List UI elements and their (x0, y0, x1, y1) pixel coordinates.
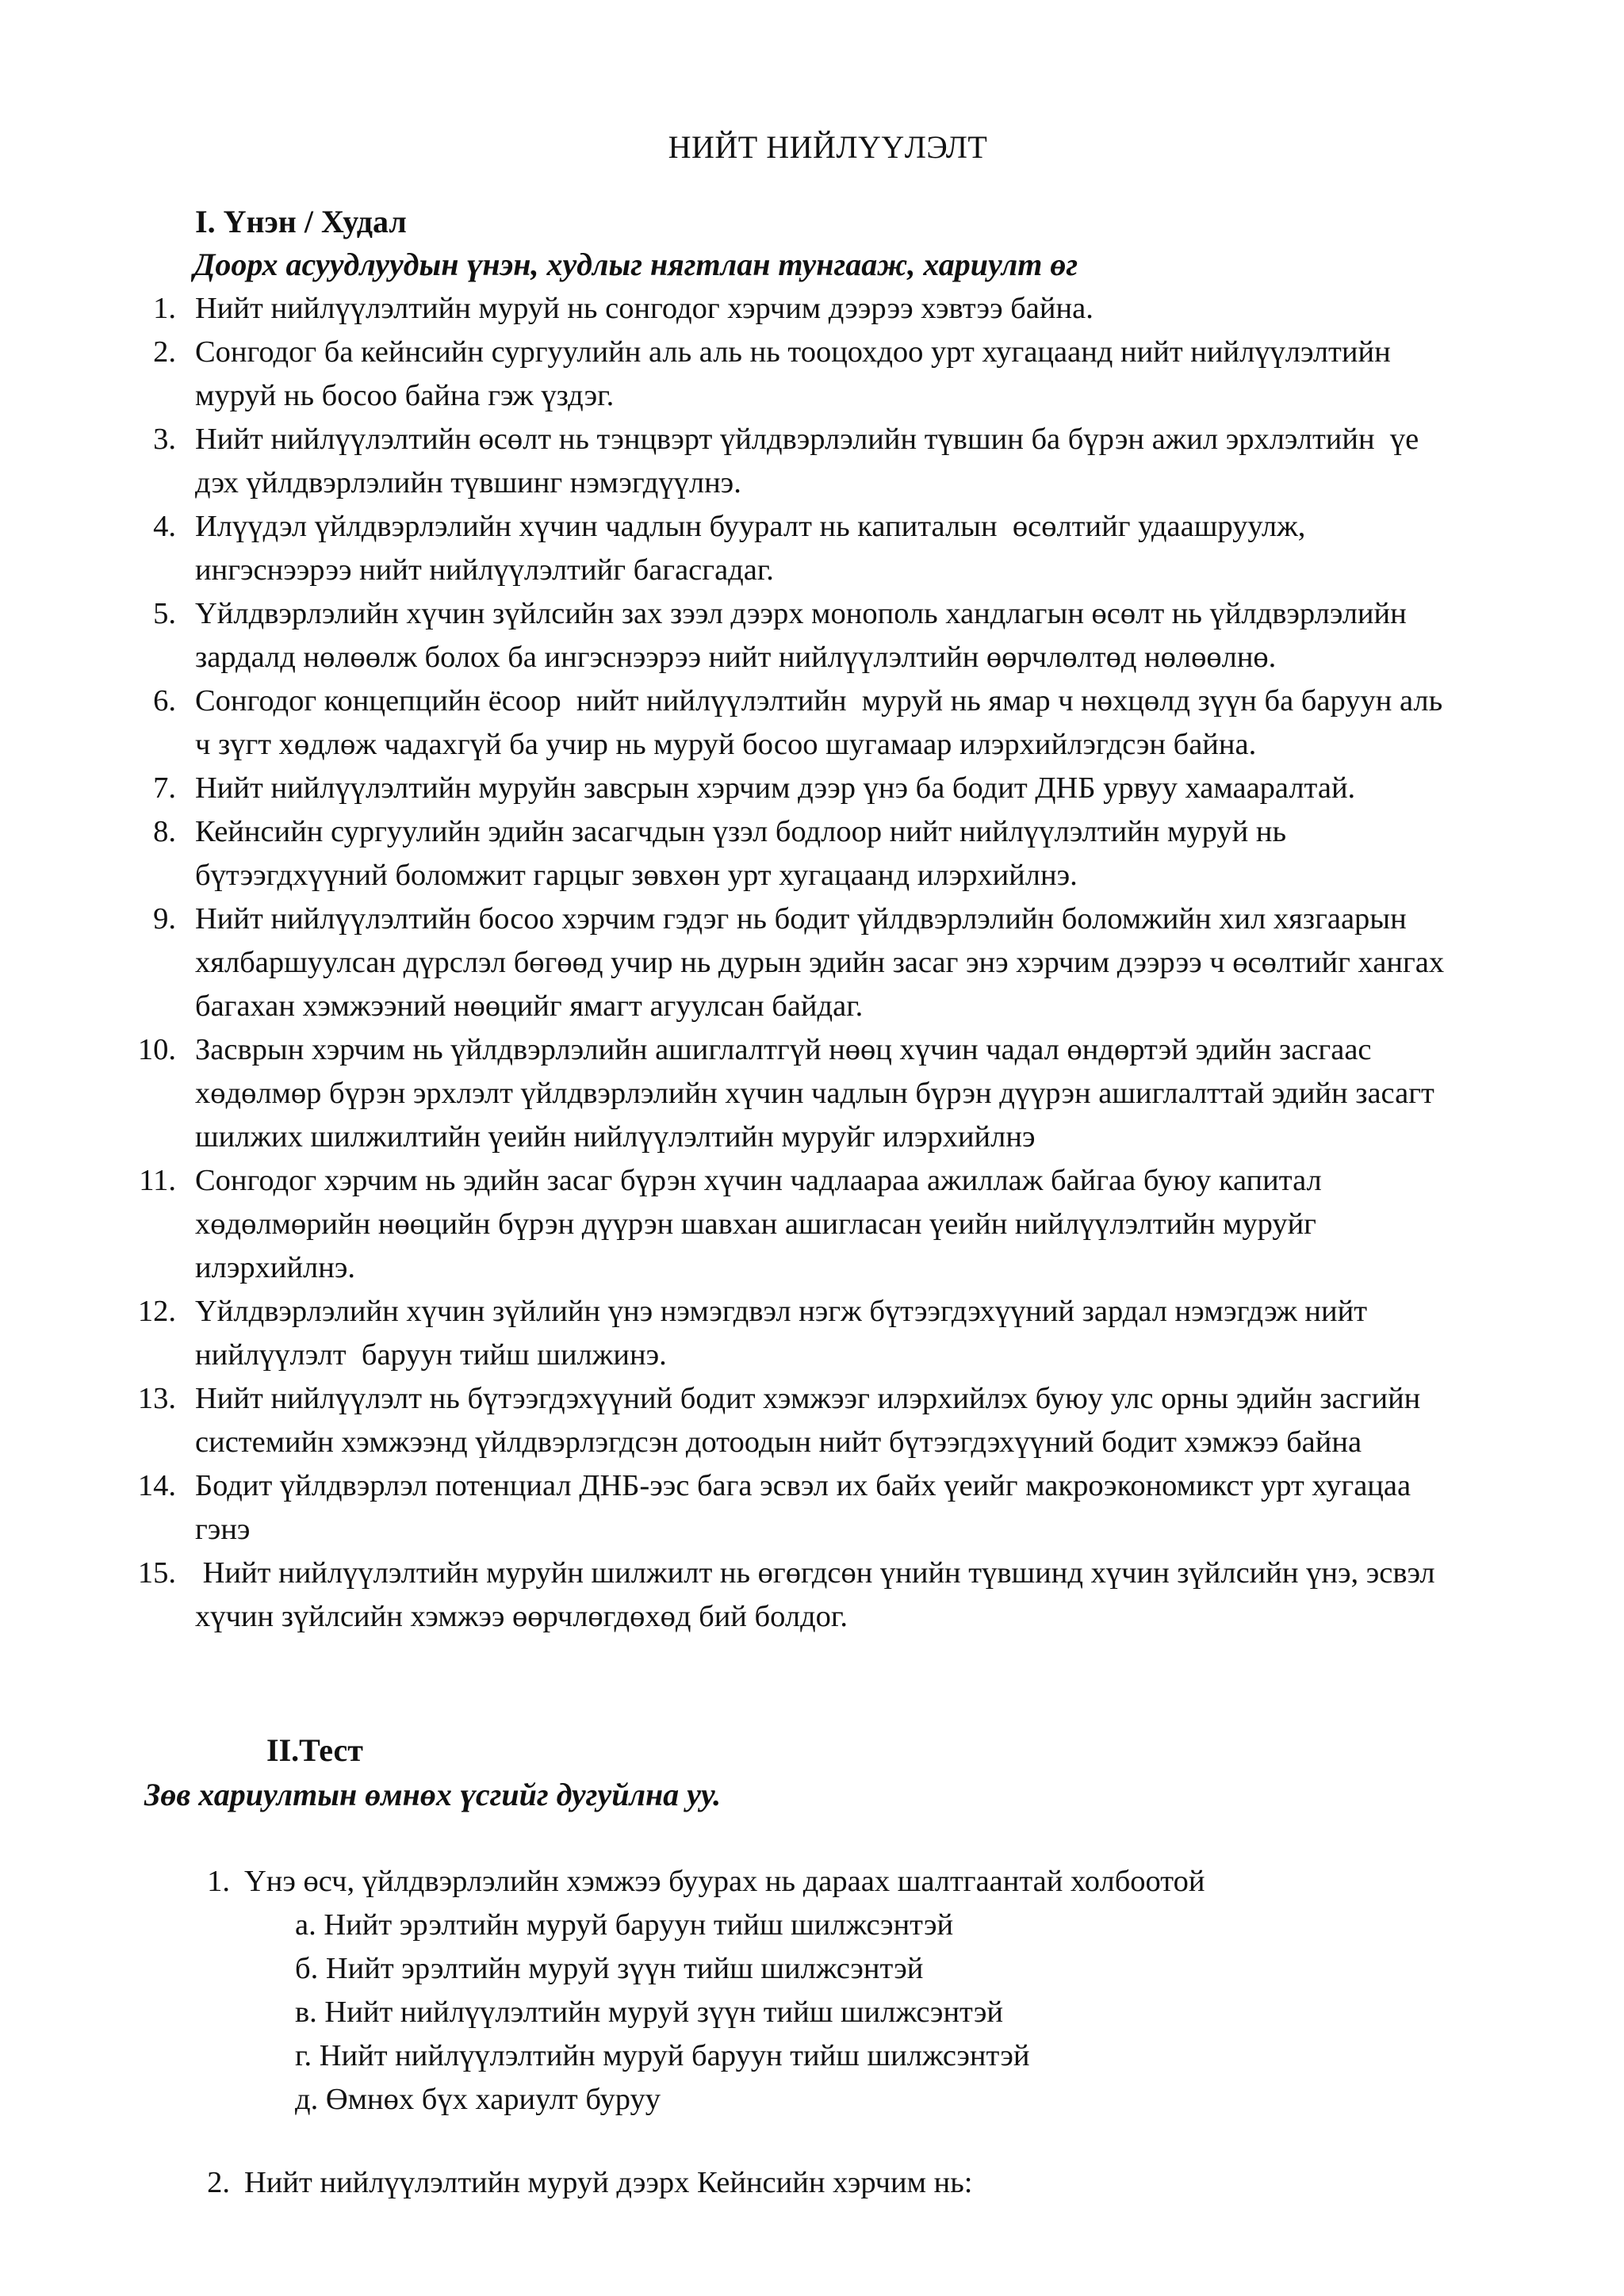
test-question (0, 1860, 1624, 2122)
statement-item (0, 1290, 1624, 1377)
statement-line: нийлүүлэлт баруун тийш шилжинэ. (195, 1338, 667, 1372)
statement-line: ингэснээрээ нийт нийлүүлэлтийг багасгадаг. (195, 553, 774, 587)
statement-item (0, 1552, 1624, 1639)
statement-item (0, 331, 1624, 418)
statement-line: хялбаршуулсан дүрслэл бөгөөд учир нь дурын эдийн засаг энэ хэрчим дээрээ ч өсөлтийг хангах (195, 946, 1445, 979)
statement-line: илэрхийлнэ. (195, 1251, 356, 1284)
section1-heading: I. Үнэн / Худал (195, 204, 407, 239)
section2-heading: II.Тест (266, 1732, 363, 1768)
statement-line: ч зүгт хөдлөж чадахгүй ба учир нь муруй босоо шугамаар илэрхийлэгдсэн байна. (195, 728, 1257, 761)
section2-instruction: Зөв хариултын өмнөх үсгийг дугуйлна уу. (144, 1777, 722, 1812)
true-false-list (0, 287, 1624, 1639)
statement-number: 13. (137, 1382, 176, 1415)
statement-number: 9. (153, 902, 176, 936)
statement-line: гэнэ (195, 1513, 251, 1546)
answer-option[interactable]: д. Өмнөх бүх хариулт буруу (295, 2083, 661, 2116)
test-question (0, 2161, 1624, 2205)
statement-line: системийн хэмжээнд үйлдвэрлэгдсэн дотоодын нийт бүтээгдэхүүний бодит хэмжээ байна (195, 1425, 1362, 1459)
question-text: Нийт нийлүүлэлтийн муруй дээрх Кейнсийн хэрчим нь: (244, 2166, 973, 2199)
statement-item (0, 897, 1624, 1028)
statement-line: Сонгодог хэрчим нь эдийн засаг бүрэн хүчин чадлаараа ажиллаж байгаа буюу капитал (195, 1164, 1322, 1197)
statement-number: 15. (137, 1556, 176, 1590)
statement-number: 4. (153, 510, 176, 543)
statement-line: Үйлдвэрлэлийн хүчин зүйлсийн зах зээл дээрх монополь хандлагын өсөлт нь үйлдвэрлэлийн (195, 597, 1407, 630)
statement-number: 12. (137, 1295, 176, 1328)
statement-item (0, 810, 1624, 897)
statement-number: 1. (153, 292, 176, 325)
statement-item (0, 679, 1624, 767)
answer-option[interactable]: а. Нийт эрэлтийн муруй баруун тийш шилжсэнтэй (295, 1908, 954, 1942)
statement-line: Үйлдвэрлэлийн хүчин зүйлийн үнэ нэмэгдвэл нэгж бүтээгдэхүүний зардал нэмэгдэж нийт (195, 1295, 1368, 1328)
answer-options (0, 1904, 1624, 2122)
statement-line: Нийт нийлүүлэлтийн өсөлт нь тэнцвэрт үйлдвэрлэлийн түвшин ба бүрэн ажил эрхлэлтийн үе (195, 423, 1419, 456)
statement-line: Илүүдэл үйлдвэрлэлийн хүчин чадлын бууралт нь капиталын өсөлтийг удаашруулж, (195, 510, 1306, 543)
statement-number: 6. (153, 684, 176, 718)
answer-option[interactable]: в. Нийт нийлүүлэлтийн муруй зүүн тийш шилжсэнтэй (295, 1996, 1003, 2029)
question-number: 1. (207, 1865, 230, 1898)
answer-option[interactable]: г. Нийт нийлүүлэлтийн муруй баруун тийш шилжсэнтэй (295, 2039, 1030, 2072)
statement-line: Сонгодог ба кейнсийн сургуулийн аль аль нь тооцохдоо урт хугацаанд нийт нийлүүлэлтийн (195, 335, 1391, 369)
statement-line: Нийт нийлүүлэлтийн муруй нь сонгодог хэрчим дээрээ хэвтээ байна. (195, 292, 1094, 325)
statement-line: зардалд нөлөөлж болох ба ингэснээрээ нийт нийлүүлэлтийн өөрчлөлтөд нөлөөлнө. (195, 641, 1277, 674)
statement-line: Кейнсийн сургуулийн эдийн засагчдын үзэл бодлоор нийт нийлүүлэлтийн муруй нь (195, 815, 1287, 848)
section1-instruction: Доорх асуудлуудын үнэн, худлыг нягтлан тунгааж, хариулт өг (193, 247, 1078, 282)
statement-line: Засврын хэрчим нь үйлдвэрлэлийн ашиглалтгүй нөөц хүчин чадал өндөртэй эдийн засгаас (195, 1033, 1372, 1066)
question-number: 2. (207, 2166, 230, 2199)
statement-number: 8. (153, 815, 176, 848)
statement-line: бүтээгдхүүний боломжит гарцыг зөвхөн урт хугацаанд илэрхийлнэ. (195, 859, 1078, 892)
statement-item (0, 1464, 1624, 1552)
statement-item (0, 1028, 1624, 1159)
statement-line: шилжих шилжилтийн үеийн нийлүүлэлтийн муруйг илэрхийлнэ (195, 1120, 1036, 1154)
statement-item (0, 505, 1624, 592)
statement-line: Нийт нийлүүлэлтийн муруйн завсрын хэрчим дээр үнэ ба бодит ДНБ урвуу хамааралтай. (195, 771, 1356, 805)
document-title: НИЙТ НИЙЛҮҮЛЭЛТ (668, 129, 988, 165)
statement-item (0, 592, 1624, 679)
statement-line: багахан хэмжээний нөөцийг ямагт агуулсан байдаг. (195, 989, 864, 1023)
statement-line: дэх үйлдвэрлэлийн түвшинг нэмэгдүүлнэ. (195, 466, 741, 499)
statement-line: Нийт нийлүүлэлтийн босоо хэрчим гэдэг нь бодит үйлдвэрлэлийн боломжийн хил хязгаарын (195, 902, 1407, 936)
statement-line: Нийт нийлүүлэлт нь бүтээгдэхүүний бодит хэмжээг илэрхийлэх буюу улс орны эдийн засгийн (195, 1382, 1421, 1415)
statement-line: Нийт нийлүүлэлтийн муруйн шилжилт нь өгөгдсөн үнийн түвшинд хүчин зүйлсийн үнэ, эсвэл (195, 1556, 1435, 1590)
statement-line: хөдөлмөр бүрэн эрхлэлт үйлдвэрлэлийн хүчин чадлын бүрэн дүүрэн ашиглалттай эдийн засагт (195, 1077, 1434, 1110)
statement-number: 11. (139, 1164, 176, 1197)
answer-option[interactable]: б. Нийт эрэлтийн муруй зүүн тийш шилжсэнтэй (295, 1952, 924, 1985)
statement-line: хөдөлмөрийн нөөцийн бүрэн дүүрэн шавхан ашигласан үеийн нийлүүлэлтийн муруйг (195, 1207, 1316, 1241)
statement-number: 10. (137, 1033, 176, 1066)
statement-number: 2. (153, 335, 176, 369)
statement-line: Бодит үйлдвэрлэл потенциал ДНБ-ээс бага эсвэл их байх үеийг макроэкономикст урт хугацаа (195, 1469, 1411, 1502)
statement-item (0, 1377, 1624, 1464)
statement-line: Сонгодог концепцийн ёсоор нийт нийлүүлэлтийн муруй нь ямар ч нөхцөлд зүүн ба баруун аль (195, 684, 1443, 718)
statement-number: 14. (137, 1469, 176, 1502)
statement-item (0, 1159, 1624, 1290)
question-text-row (0, 1860, 1624, 1904)
statement-line: хүчин зүйлсийн хэмжээ өөрчлөгдөхөд бий болдог. (195, 1600, 848, 1633)
statement-item (0, 418, 1624, 505)
question-text: Үнэ өсч, үйлдвэрлэлийн хэмжээ буурах нь дараах шалтгаантай холбоотой (244, 1865, 1205, 1898)
statement-number: 5. (153, 597, 176, 630)
statement-number: 7. (153, 771, 176, 805)
statement-item (0, 287, 1624, 331)
statement-number: 3. (153, 423, 176, 456)
question-text-row (0, 2161, 1624, 2205)
statement-item (0, 767, 1624, 810)
statement-line: муруй нь босоо байна гэж үздэг. (195, 379, 615, 412)
